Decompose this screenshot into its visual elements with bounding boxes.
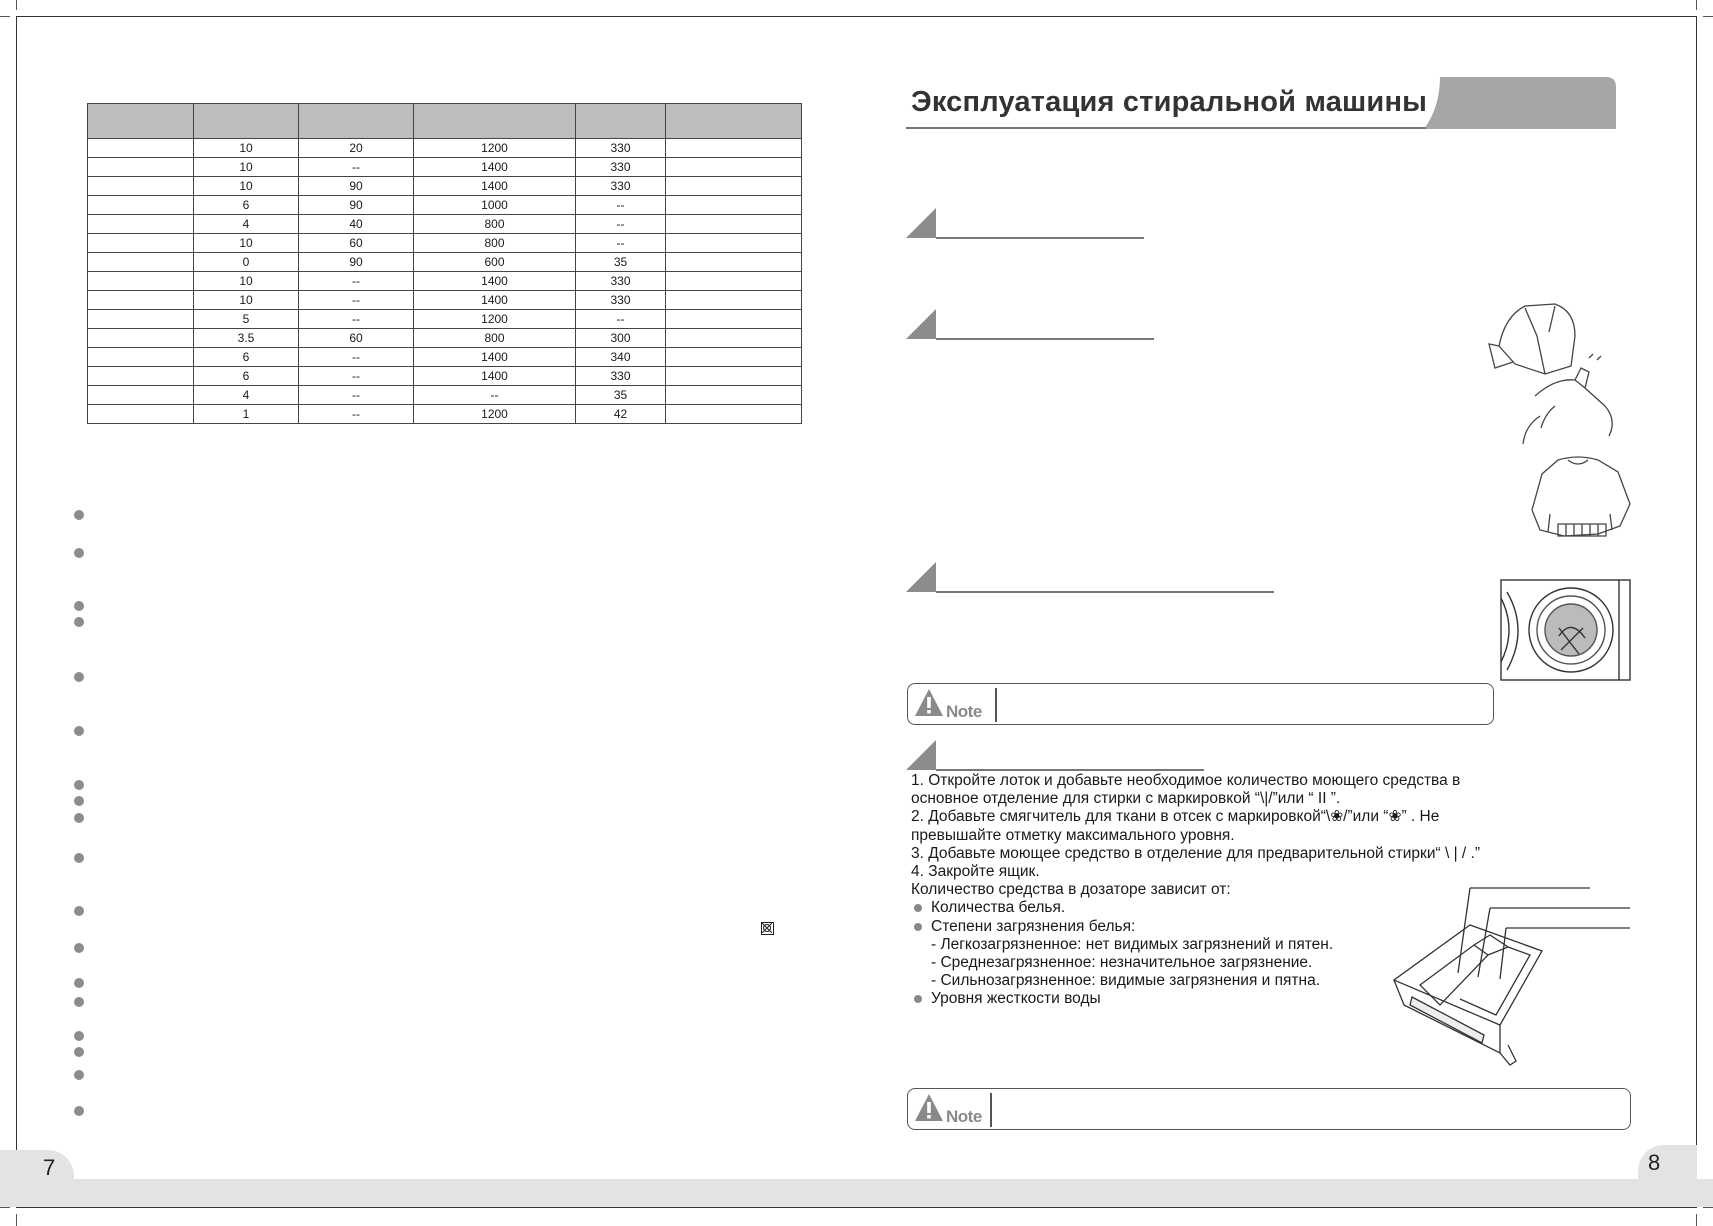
table-cell: --: [576, 196, 666, 215]
table-cell: 1400: [414, 291, 576, 310]
table-cell: [666, 329, 802, 348]
table-cell: [88, 234, 194, 253]
table-cell: 0: [194, 253, 299, 272]
table-row: [88, 405, 802, 424]
page-title: Эксплуатация стиральной машины: [911, 86, 1428, 118]
table-header-cell: [88, 104, 194, 139]
table-cell: --: [299, 291, 414, 310]
warning-icon: [914, 688, 944, 718]
table-cell: 10: [194, 272, 299, 291]
table-cell: 60: [299, 234, 414, 253]
frame-bottom-line: [16, 1207, 1697, 1208]
table-cell: 6: [194, 367, 299, 386]
table-cell: --: [299, 386, 414, 405]
table-cell: 1400: [414, 272, 576, 291]
washing-machine-door-illustration: [1499, 578, 1632, 682]
footer-band: [0, 1179, 1713, 1207]
table-cell: --: [576, 234, 666, 253]
table-cell: [88, 329, 194, 348]
crop-mark: [0, 1207, 10, 1208]
table-cell: [666, 177, 802, 196]
bullet-marker: [74, 813, 84, 823]
table-header-cell: [414, 104, 576, 139]
table-cell: 10: [194, 177, 299, 196]
shirt-pocket-illustration: [1485, 296, 1625, 446]
table-row: [88, 196, 802, 215]
table-cell: 4: [194, 386, 299, 405]
table-cell: 1: [194, 405, 299, 424]
table-cell: [666, 291, 802, 310]
table-row: [88, 310, 802, 329]
instruction-step-1-cont: основное отделение для стирки с маркировкой “\|/”или “ II ”.: [911, 790, 1341, 808]
bullet-dot: [914, 995, 922, 1003]
table-cell: 330: [576, 291, 666, 310]
table-row: [88, 386, 802, 405]
table-cell: [88, 272, 194, 291]
table-cell: [666, 139, 802, 158]
table-cell: 4: [194, 215, 299, 234]
instruction-step-2: 2. Добавьте смягчитель для ткани в отсек с маркировкой“\❀/”или “❀” . Не: [911, 808, 1440, 826]
table-cell: 35: [576, 386, 666, 405]
instruction-step-3: 3. Добавьте моющее средство в отделение для предварительной стирки“ \ | / .”: [911, 844, 1480, 862]
soil-level: - Среднезагрязненное: незначительное загрязнение.: [931, 953, 1313, 971]
table-cell: [88, 348, 194, 367]
table-header-cell: [576, 104, 666, 139]
table-cell: 1200: [414, 310, 576, 329]
table-cell: --: [299, 158, 414, 177]
table-cell: 600: [414, 253, 576, 272]
bullet-marker: [74, 726, 84, 736]
note-divider: [995, 688, 997, 722]
table-cell: [88, 139, 194, 158]
frame-right-line: [1696, 16, 1697, 1208]
table-cell: 6: [194, 348, 299, 367]
table-cell: 90: [299, 196, 414, 215]
crop-mark: [0, 16, 10, 17]
table-header-cell: [299, 104, 414, 139]
dosage-factor-text: Количества белья.: [931, 899, 1066, 917]
table-cell: 300: [576, 329, 666, 348]
dosage-factor: [911, 899, 1531, 917]
table-cell: --: [299, 367, 414, 386]
table-cell: 330: [576, 177, 666, 196]
table-cell: [666, 367, 802, 386]
crop-mark: [1703, 1207, 1713, 1208]
instruction-step-2-cont: превышайте отметку максимального уровня.: [911, 826, 1235, 844]
table-cell: [666, 272, 802, 291]
table-cell: --: [299, 310, 414, 329]
table-cell: 800: [414, 329, 576, 348]
table-cell: 40: [299, 215, 414, 234]
table-cell: 1400: [414, 348, 576, 367]
crop-mark: [1696, 1214, 1697, 1226]
section-heading-marker: [906, 208, 1146, 240]
table-cell: --: [414, 386, 576, 405]
bullet-marker: [74, 1070, 84, 1080]
bullet-marker: [74, 943, 84, 953]
bullet-marker: [74, 997, 84, 1007]
bullet-marker: [74, 510, 84, 520]
table-cell: 5: [194, 310, 299, 329]
table-cell: 10: [194, 234, 299, 253]
table-cell: 90: [299, 253, 414, 272]
table-cell: [666, 215, 802, 234]
soil-level: - Легкозагрязненное: нет видимых загрязнений и пятен.: [931, 935, 1334, 953]
table-header-cell: [194, 104, 299, 139]
bullet-marker: [74, 1031, 84, 1041]
page-tab-right: [1638, 1145, 1697, 1207]
section-heading-marker: [906, 309, 1156, 341]
program-table: [87, 103, 802, 424]
table-cell: 330: [576, 272, 666, 291]
note-box: [907, 683, 1494, 725]
table-cell: 42: [576, 405, 666, 424]
bullet-marker: [74, 617, 84, 627]
table-cell: [666, 405, 802, 424]
frame-left-line: [16, 16, 17, 1208]
bullet-marker: [74, 796, 84, 806]
dosage-factor: [911, 918, 1531, 936]
table-cell: [666, 386, 802, 405]
bullet-marker: [74, 780, 84, 790]
table-cell: [88, 177, 194, 196]
table-cell: 10: [194, 291, 299, 310]
table-cell: [88, 405, 194, 424]
instruction-step-4: 4. Закройте ящик.: [911, 862, 1040, 880]
dosage-intro: Количество средства в дозаторе зависит от:: [911, 881, 1231, 899]
table-cell: [666, 158, 802, 177]
page-number-left: 7: [43, 1155, 56, 1180]
warning-icon: [914, 1093, 944, 1123]
instruction-step-1: 1. Откройте лоток и добавьте необходимое количество моющего средства в: [911, 772, 1461, 789]
table-row: [88, 158, 802, 177]
table-row: [88, 177, 802, 196]
table-cell: [88, 158, 194, 177]
note-label: Note: [946, 1107, 982, 1126]
table-cell: 1200: [414, 405, 576, 424]
dosage-factor-text: Степени загрязнения белья:: [931, 917, 1136, 935]
dosage-factor: [911, 990, 1531, 1008]
table-row: [88, 234, 802, 253]
table-header-row: [88, 104, 802, 139]
section-heading-marker: [906, 562, 1276, 594]
bullet-marker: [74, 978, 84, 988]
table-cell: 1000: [414, 196, 576, 215]
table-cell: [666, 253, 802, 272]
frame-top-line: [16, 16, 1697, 17]
note-label: Note: [946, 702, 982, 721]
table-cell: --: [576, 215, 666, 234]
table-cell: 330: [576, 367, 666, 386]
table-cell: --: [576, 310, 666, 329]
table-cell: [88, 367, 194, 386]
soil-level: - Сильнозагрязненное: видимые загрязнения и пятна.: [931, 972, 1321, 990]
section-heading-marker: [906, 740, 1206, 772]
table-cell: 20: [299, 139, 414, 158]
table-row: [88, 272, 802, 291]
table-cell: [666, 234, 802, 253]
crop-mark: [1703, 16, 1713, 17]
table-cell: 330: [576, 139, 666, 158]
table-cell: [88, 291, 194, 310]
table-cell: --: [299, 405, 414, 424]
crop-mark: [16, 1214, 17, 1226]
bullet-dot: [914, 904, 922, 912]
table-cell: 1400: [414, 367, 576, 386]
bullet-dot: [914, 923, 922, 931]
table-cell: 1200: [414, 139, 576, 158]
detergent-instructions: [911, 772, 1531, 1008]
table-cell: [88, 386, 194, 405]
crop-mark: [1696, 0, 1697, 10]
page-number-right: 8: [1648, 1150, 1661, 1175]
note-box: [907, 1088, 1631, 1130]
no-tumble-dry-icon: [761, 922, 774, 935]
bullet-marker: [74, 906, 84, 916]
note-divider: [990, 1093, 992, 1127]
table-row: [88, 348, 802, 367]
table-row: [88, 215, 802, 234]
table-row: [88, 291, 802, 310]
sweater-illustration: [1528, 454, 1634, 544]
table-cell: --: [299, 348, 414, 367]
dosage-factor-text: Уровня жесткости воды: [931, 990, 1101, 1008]
table-cell: 6: [194, 196, 299, 215]
bullet-marker: [74, 601, 84, 611]
table-header-cell: [666, 104, 802, 139]
table-cell: 800: [414, 234, 576, 253]
table-cell: 60: [299, 329, 414, 348]
table-cell: [88, 196, 194, 215]
table-cell: 340: [576, 348, 666, 367]
table-cell: --: [299, 272, 414, 291]
crop-mark: [16, 0, 17, 10]
table-cell: 330: [576, 158, 666, 177]
table-row: [88, 367, 802, 386]
bullet-marker: [74, 1047, 84, 1057]
table-cell: 1400: [414, 158, 576, 177]
table-cell: 10: [194, 139, 299, 158]
table-cell: [666, 196, 802, 215]
table-cell: [666, 310, 802, 329]
table-cell: 3.5: [194, 329, 299, 348]
table-cell: 90: [299, 177, 414, 196]
table-cell: [88, 310, 194, 329]
bullet-marker: [74, 1106, 84, 1116]
table-cell: 800: [414, 215, 576, 234]
table-row: [88, 139, 802, 158]
bullet-marker: [74, 548, 84, 558]
table-cell: 10: [194, 158, 299, 177]
page-tab-left: [0, 1150, 74, 1207]
table-cell: [88, 215, 194, 234]
table-cell: [666, 348, 802, 367]
table-cell: [88, 253, 194, 272]
table-cell: 1400: [414, 177, 576, 196]
table-row: [88, 253, 802, 272]
table-cell: 35: [576, 253, 666, 272]
table-row: [88, 329, 802, 348]
bullet-marker: [74, 853, 84, 863]
bullet-marker: [74, 672, 84, 682]
